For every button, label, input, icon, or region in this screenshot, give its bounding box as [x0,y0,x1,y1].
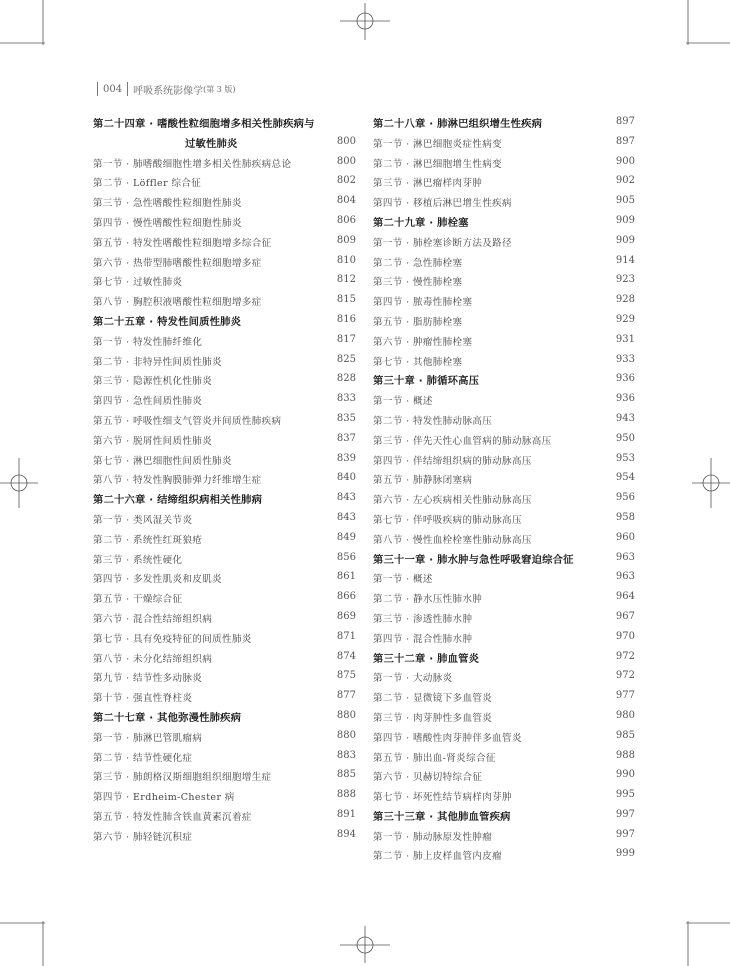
toc-page-number: 839 [336,452,356,464]
toc-page-number: 837 [336,432,356,444]
toc-entry-title: 第三节 · 慢性肺栓塞 [373,277,463,289]
toc-page-number: 804 [336,195,356,207]
toc-page-number: 964 [615,591,635,603]
toc-section-entry[interactable] [93,270,356,290]
toc-chapter-entry[interactable] [93,132,356,152]
toc-entry-title: 第一节 · 肺动脉原发性肿瘤 [373,831,493,843]
toc-page-number: 977 [615,690,635,702]
toc-entry-title: 第二节 · 非特异性间质性肺炎 [93,356,223,368]
toc-entry-title: 第三节 · 伴先天性心血管病的肺动脉高压 [373,435,552,447]
toc-entry-title: 第二节 · 静水压性肺水肿 [373,594,483,606]
toc-page-number: 988 [615,749,635,761]
toc-page-number: 933 [615,353,635,365]
toc-section-entry[interactable] [373,785,635,805]
toc-section-entry[interactable] [93,508,356,528]
toc-section-entry[interactable] [93,468,356,488]
toc-page-number: 866 [336,591,356,603]
toc-entry-title: 第五节 · 呼吸性细支气管炎并间质性肺疾病 [93,415,282,427]
toc-entry-title: 第三节 · 急性嗜酸性粒细胞性肺炎 [93,198,242,210]
toc-page-number: 874 [336,650,356,662]
toc-page-number: 880 [336,709,356,721]
toc-entry-title: 第二节 · 急性肺栓塞 [373,257,463,269]
toc-page-number: 990 [615,769,635,781]
toc-entry-title: 第三节 · 隐源性机化性肺炎 [93,376,213,388]
toc-section-entry[interactable] [93,290,356,310]
toc-page-number: 880 [336,729,356,741]
toc-entry-title: 第四节 · 脓毒性肺栓塞 [373,297,473,309]
toc-page-number: 958 [615,511,635,523]
toc-chapter-entry[interactable] [373,805,635,825]
toc-entry-title: 第二十四章 · 嗜酸性粒细胞增多相关性肺疾病与 [93,118,315,130]
toc-section-entry[interactable] [373,310,635,330]
toc-right-column [373,112,635,864]
toc-entry-title: 过敏性肺炎 [185,137,238,150]
toc-page-number: 900 [615,155,635,167]
toc-section-entry[interactable] [93,369,356,389]
toc-entry-title: 第四节 · 混合性肺水肿 [373,633,473,645]
toc-page-number: 840 [336,472,356,484]
toc-page-number: 869 [336,610,356,622]
toc-section-entry[interactable] [373,488,635,508]
toc-page-number: 950 [615,432,635,444]
toc-entry-title: 第六节 · 贝赫切特综合征 [373,772,483,784]
toc-entry-title: 第二十八章 · 肺淋巴组织增生性疾病 [373,118,543,130]
toc-page-number: 954 [615,472,635,484]
toc-entry-title: 第六节 · 左心疾病相关性肺动脉高压 [373,495,532,507]
toc-page-number: 809 [336,234,356,246]
toc-entry-title: 第九节 · 结节性多动脉炎 [93,673,203,685]
running-header [92,80,236,98]
toc-entry-title: 第六节 · 脱屑性间质性肺炎 [93,435,213,447]
toc-section-entry[interactable] [373,251,635,271]
toc-page-number: 956 [615,492,635,504]
toc-section-entry[interactable] [373,191,635,211]
toc-page-number: 828 [336,373,356,385]
toc-entry-title: 第一节 · 肺栓塞诊断方法及路径 [373,237,512,249]
toc-section-entry[interactable] [373,330,635,350]
toc-entry-title: 第七节 · 伴呼吸疾病的肺动脉高压 [373,514,522,526]
toc-entry-title: 第四节 · 伴结缔组织病的肺动脉高压 [373,455,532,467]
toc-entry-title: 第三十一章 · 肺水肿与急性呼吸窘迫综合征 [373,553,574,566]
toc-section-entry[interactable] [93,231,356,251]
toc-entry-title: 第四节 · Erdheim-Chester 病 [93,792,235,804]
toc-page-number: 936 [615,393,635,405]
toc-page-number: 816 [336,313,356,325]
toc-page-number: 806 [336,214,356,226]
toc-entry-title: 第二节 · 显微镜下多血管炎 [373,693,493,705]
toc-chapter-entry[interactable] [93,488,356,508]
toc-page-number: 800 [336,135,356,147]
registration-mark-bottom [340,926,390,963]
header-rule [97,82,98,96]
toc-chapter-entry[interactable] [373,112,635,132]
toc-page-number: 894 [336,828,356,840]
toc-section-entry[interactable] [373,825,635,845]
toc-section-entry[interactable] [93,548,356,568]
toc-section-entry[interactable] [93,251,356,271]
toc-page-number: 897 [615,116,635,127]
toc-page-number: 972 [615,670,635,682]
toc-entry-title: 第八节 · 未分化结缔组织病 [93,653,213,665]
toc-section-entry[interactable] [373,528,635,548]
toc-entry-title: 第五节 · 特发性嗜酸性粒细胞增多综合征 [93,237,272,249]
toc-section-entry[interactable] [373,468,635,488]
toc-section-entry[interactable] [93,409,356,429]
toc-page-number: 875 [336,670,356,682]
toc-page-number: 997 [615,828,635,840]
toc-entry-title: 第二十七章 · 其他弥漫性肺疾病 [93,711,242,724]
toc-section-entry[interactable] [93,449,356,469]
toc-page-number: 800 [336,155,356,167]
toc-entry-title: 第三节 · 系统性硬化 [93,554,183,566]
toc-entry-title: 第二十五章 · 特发性间质性肺炎 [93,315,242,328]
toc-page-number: 999 [615,848,635,860]
toc-page-number: 817 [336,333,356,345]
toc-entry-title: 第一节 · 概述 [373,396,433,408]
book-title: 呼吸系统影像学 [133,85,204,97]
toc-entry-title: 第三十三章 · 其他肺血管疾病 [373,810,511,823]
toc-section-entry[interactable] [93,171,356,191]
toc-entry-title: 第三节 · 淋巴瘤样肉芽肿 [373,178,483,190]
toc-entry-title: 第一节 · 概述 [373,574,433,586]
toc-section-entry[interactable] [93,647,356,667]
toc-page-number: 843 [336,511,356,523]
toc-chapter-entry[interactable] [93,112,356,132]
toc-section-entry[interactable] [373,152,635,172]
toc-left-column [93,112,356,844]
toc-page-number: 849 [336,531,356,543]
toc-page-number: 871 [336,630,356,642]
toc-entry-title: 第五节 · 干燥综合征 [93,594,183,606]
toc-entry-title: 第五节 · 肺静脉闭塞病 [373,475,473,487]
toc-entry-title: 第二节 · 肺上皮样血管内皮瘤 [373,851,503,863]
toc-page-number: 963 [615,551,635,563]
toc-entry-title: 第四节 · 慢性嗜酸性粒细胞性肺炎 [93,217,242,229]
toc-section-entry[interactable] [93,785,356,805]
toc-entry-title: 第七节 · 过敏性肺炎 [93,277,183,289]
toc-page-number: 963 [615,571,635,583]
toc-entry-title: 第三十二章 · 肺血管炎 [373,652,480,665]
toc-entry-title: 第六节 · 热带型肺嗜酸性粒细胞增多症 [93,257,262,269]
toc-section-entry[interactable] [373,844,635,864]
edition-label: (第 3 版) [203,84,236,94]
toc-entry-title: 第二节 · 特发性肺动脉高压 [373,415,493,427]
toc-section-entry[interactable] [93,191,356,211]
toc-page-number: 931 [615,333,635,345]
toc-page-number: 936 [615,373,635,385]
toc-entry-title: 第四节 · 嗜酸性肉芽肿伴多血管炎 [373,732,522,744]
toc-entry-title: 第八节 · 特发性胸膜肺弹力纤维增生症 [93,475,262,487]
toc-page-number: 802 [336,175,356,187]
toc-section-entry[interactable] [93,825,356,845]
toc-section-entry[interactable] [373,666,635,686]
toc-entry-title: 第一节 · 淋巴细胞炎症性病变 [373,138,503,150]
toc-page-number: 967 [615,610,635,622]
toc-section-entry[interactable] [93,666,356,686]
toc-page-number: 885 [336,769,356,781]
toc-entry-title: 第十节 · 强直性脊柱炎 [93,693,193,705]
toc-entry-title: 第四节 · 移植后淋巴增生性疾病 [373,198,512,210]
toc-section-entry[interactable] [373,706,635,726]
toc-section-entry[interactable] [373,270,635,290]
toc-page-number: 960 [615,531,635,543]
toc-page-number: 914 [615,254,635,266]
toc-entry-title: 第五节 · 脂肪肺栓塞 [373,316,463,328]
toc-entry-title: 第五节 · 肺出血-肾炎综合征 [373,752,496,764]
toc-page-number: 810 [336,254,356,266]
toc-page-number: 995 [615,789,635,801]
toc-entry-title: 第二节 · Löffler 综合征 [93,178,202,190]
toc-section-entry[interactable] [93,350,356,370]
toc-section-entry[interactable] [93,686,356,706]
toc-section-entry[interactable] [373,765,635,785]
toc-entry-title: 第一节 · 类风湿关节炎 [93,514,193,526]
toc-section-entry[interactable] [93,330,356,350]
registration-mark-top [340,3,390,40]
toc-chapter-entry[interactable] [93,310,356,330]
toc-section-entry[interactable] [93,765,356,785]
page-number: 004 [103,83,123,95]
toc-page-number: 943 [615,412,635,424]
toc-section-entry[interactable] [93,389,356,409]
registration-mark-right [692,458,730,508]
toc-entry-title: 第七节 · 其他肺栓塞 [373,356,463,368]
toc-entry-title: 第六节 · 肺轻链沉积症 [93,831,193,843]
toc-page-number: 929 [615,313,635,325]
toc-section-entry[interactable] [93,567,356,587]
toc-page-number: 843 [336,492,356,504]
toc-section-entry[interactable] [373,726,635,746]
toc-section-entry[interactable] [373,607,635,627]
toc-entry-title: 第二十六章 · 结缔组织病相关性肺病 [93,494,263,507]
toc-chapter-entry[interactable] [373,548,635,568]
toc-section-entry[interactable] [373,686,635,706]
toc-page-number: 923 [615,274,635,286]
toc-section-entry[interactable] [373,746,635,766]
toc-section-entry[interactable] [373,567,635,587]
toc-entry-title: 第五节 · 特发性肺含铁血黄素沉着症 [93,811,252,823]
toc-entry-title: 第一节 · 肺嗜酸细胞性增多相关性肺疾病总论 [93,158,292,170]
toc-entry-title: 第四节 · 急性间质性肺炎 [93,396,203,408]
toc-entry-title: 第三节 · 肉芽肿性多血管炎 [373,712,493,724]
toc-page-number: 883 [336,749,356,761]
toc-page-number: 812 [336,274,356,286]
toc-page-number: 888 [336,789,356,801]
toc-page-number: 877 [336,690,356,702]
toc-section-entry[interactable] [373,627,635,647]
toc-section-entry[interactable] [373,132,635,152]
toc-section-entry[interactable] [93,805,356,825]
toc-entry-title: 第六节 · 混合性结缔组织病 [93,613,213,625]
toc-page-number: 902 [615,175,635,187]
toc-page-number: 928 [615,294,635,306]
toc-chapter-entry[interactable] [373,211,635,231]
toc-page-number: 972 [615,650,635,662]
toc-entry-title: 第三节 · 肺朗格汉斯细胞组织细胞增生症 [93,772,272,784]
toc-page-number: 833 [336,393,356,405]
toc-page-number: 897 [615,135,635,147]
toc-section-entry[interactable] [93,152,356,172]
toc-chapter-entry[interactable] [93,706,356,726]
toc-page-number: 997 [615,808,635,820]
toc-page-number: 980 [615,709,635,721]
toc-entry-title: 第一节 · 肺淋巴管肌瘤病 [93,732,203,744]
toc-section-entry[interactable] [93,211,356,231]
toc-entry-title: 第三节 · 渗透性肺水肿 [373,613,473,625]
toc-section-entry[interactable] [93,627,356,647]
toc-page-number: 970 [615,630,635,642]
toc-entry-title: 第二十九章 · 肺栓塞 [373,216,469,229]
toc-page-number: 909 [615,234,635,246]
toc-section-entry[interactable] [373,350,635,370]
toc-page-number: 953 [615,452,635,464]
toc-page-number: 825 [336,353,356,365]
toc-section-entry[interactable] [93,607,356,627]
toc-section-entry[interactable] [373,409,635,429]
toc-section-entry[interactable] [373,290,635,310]
toc-entry-title: 第七节 · 淋巴细胞性间质性肺炎 [93,455,232,467]
toc-entry-title: 第二节 · 结节性硬化症 [93,752,193,764]
toc-entry-title: 第八节 · 胸腔积液嗜酸性粒细胞增多症 [93,297,262,309]
toc-entry-title: 第七节 · 具有免疫特征的间质性肺炎 [93,633,252,645]
toc-entry-title: 第三十章 · 肺循环高压 [373,375,480,388]
toc-section-entry[interactable] [93,429,356,449]
toc-page-number: 835 [336,412,356,424]
toc-entry-title: 第二节 · 淋巴细胞增生性病变 [373,158,503,170]
toc-page-number: 891 [336,808,356,820]
toc-page-number: 905 [615,195,635,207]
toc-entry-title: 第六节 · 肿瘤性肺栓塞 [373,336,473,348]
toc-section-entry[interactable] [373,231,635,251]
toc-section-entry[interactable] [93,746,356,766]
toc-page-number: 815 [336,294,356,306]
toc-section-entry[interactable] [93,587,356,607]
toc-section-entry[interactable] [373,389,635,409]
toc-page-number: 985 [615,729,635,741]
toc-section-entry[interactable] [93,528,356,548]
toc-entry-title: 第七节 · 坏死性结节病样肉芽肿 [373,792,512,804]
toc-page-number: 861 [336,571,356,583]
toc-section-entry[interactable] [93,726,356,746]
toc-chapter-entry[interactable] [373,647,635,667]
toc-entry-title: 第二节 · 系统性红斑狼疮 [93,534,203,546]
toc-entry-title: 第四节 · 多发性肌炎和皮肌炎 [93,574,223,586]
toc-entry-title: 第八节 · 慢性血栓栓塞性肺动脉高压 [373,534,532,546]
header-separator [127,82,128,96]
toc-page-number: 909 [615,214,635,226]
toc-page-number: 856 [336,551,356,563]
toc-entry-title: 第一节 · 特发性肺纤维化 [93,336,203,348]
registration-mark-left [0,458,38,508]
toc-section-entry[interactable] [373,449,635,469]
toc-section-entry[interactable] [373,508,635,528]
toc-entry-title: 第一节 · 大动脉炎 [373,673,453,685]
toc-section-entry[interactable] [373,429,635,449]
toc-section-entry[interactable] [373,171,635,191]
toc-section-entry[interactable] [373,587,635,607]
toc-chapter-entry[interactable] [373,369,635,389]
